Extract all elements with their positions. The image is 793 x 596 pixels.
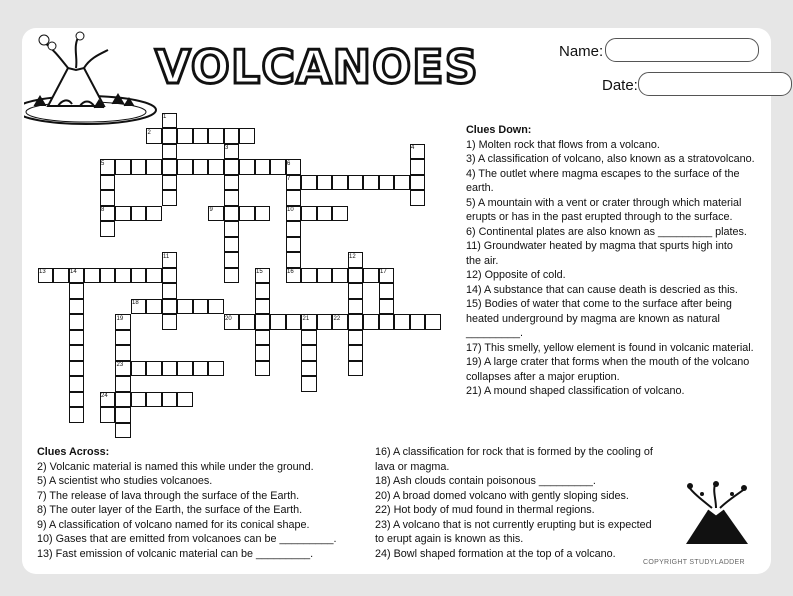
grid-cell[interactable] (115, 268, 131, 284)
grid-cell[interactable] (301, 345, 317, 361)
grid-cell[interactable] (69, 283, 85, 299)
clue-number: 18 (132, 300, 139, 306)
grid-cell[interactable] (255, 299, 271, 315)
grid-cell[interactable] (131, 361, 147, 377)
clue-number: 14 (70, 269, 77, 275)
clue-line: 14) A substance that can cause death is descried as this. (466, 283, 738, 296)
clue-line: 10) Gases that are emitted from volcanoes can be _________. (37, 533, 337, 545)
clue-line: 24) Bowl shaped formation at the top of a volcano. (375, 547, 616, 560)
grid-cell[interactable] (208, 299, 224, 315)
grid-cell[interactable] (239, 206, 255, 222)
grid-cell[interactable] (239, 128, 255, 144)
clue-number: 11 (163, 253, 170, 260)
clue-number: 17 (380, 269, 387, 275)
grid-cell[interactable] (131, 206, 147, 222)
grid-cell[interactable] (224, 206, 240, 222)
grid-cell[interactable] (162, 392, 178, 408)
grid-cell[interactable] (425, 314, 441, 330)
clues-across-left (37, 445, 337, 561)
grid-cell[interactable] (224, 175, 240, 191)
grid-cell[interactable] (317, 314, 333, 330)
clue-line: erupts or has in the past erupted through to the surface. (466, 211, 733, 223)
clues-down-heading: Clues Down: (466, 124, 532, 136)
clue-number: 6 (287, 160, 291, 167)
clue-line: 2) Volcanic material is named this while under the ground. (37, 460, 314, 473)
grid-cell[interactable] (177, 361, 193, 377)
grid-cell[interactable] (69, 345, 85, 361)
clue-number: 21 (302, 315, 310, 322)
clue-line: 15) Bodies of water that come to the surface after being (466, 298, 732, 310)
clue-line: 20) A broad domed volcano with gently sloping sides. (375, 489, 629, 502)
grid-cell[interactable] (177, 128, 193, 144)
clue-number: 20 (225, 315, 232, 322)
clue-line: lava or magma. (375, 460, 450, 473)
grid-cell[interactable] (146, 392, 162, 408)
grid-cell[interactable] (146, 206, 162, 222)
grid-cell[interactable] (394, 314, 410, 330)
grid-cell[interactable] (332, 268, 348, 284)
grid-cell[interactable] (146, 299, 162, 315)
grid-cell[interactable] (224, 128, 240, 144)
grid-cell[interactable] (115, 330, 131, 346)
clues-down (466, 123, 755, 399)
grid-cell[interactable] (270, 314, 286, 330)
clue-number: 4 (411, 145, 415, 151)
grid-cell[interactable] (100, 268, 116, 284)
grid-cell[interactable] (208, 128, 224, 144)
grid-cell[interactable] (131, 392, 147, 408)
grid-cell[interactable] (115, 376, 131, 392)
grid-cell[interactable] (255, 345, 271, 361)
grid-cell[interactable] (224, 190, 240, 206)
grid-cell[interactable] (348, 299, 364, 315)
clue-line: collapses after a major eruption. (466, 370, 620, 383)
grid-cell[interactable] (317, 206, 333, 222)
grid-cell[interactable] (301, 330, 317, 346)
name-label: Name: (559, 43, 604, 60)
grid-cell[interactable] (162, 190, 178, 206)
clue-line: _________. (466, 327, 524, 339)
clue-number: 15 (256, 269, 263, 275)
clue-line: 3) A classification of volcano, also known as a stratovolcano. (466, 153, 755, 165)
grid-cell[interactable] (286, 221, 302, 237)
erupting-volcano-icon (682, 480, 752, 550)
clue-line: heated underground by magma are known as natural (466, 312, 720, 325)
grid-cell[interactable] (301, 206, 317, 222)
grid-cell[interactable] (69, 376, 85, 392)
grid-cell[interactable] (131, 268, 147, 284)
clue-number: 22 (333, 315, 341, 322)
grid-cell[interactable] (69, 314, 85, 330)
clue-line: 18) Ash clouds contain poisonous _________. (375, 475, 596, 487)
clue-number: 3 (225, 145, 229, 151)
grid-cell[interactable] (286, 237, 302, 253)
grid-cell[interactable] (208, 159, 224, 175)
clue-number: 23 (116, 362, 124, 368)
grid-cell[interactable] (379, 283, 395, 299)
clue-number: 12 (349, 253, 356, 260)
grid-cell[interactable] (286, 190, 302, 206)
grid-cell[interactable] (410, 159, 426, 175)
grid-cell[interactable] (379, 299, 395, 315)
grid-cell[interactable] (348, 268, 364, 284)
grid-cell[interactable] (162, 159, 178, 175)
grid-cell[interactable] (100, 175, 116, 191)
grid-cell[interactable] (317, 268, 333, 284)
clue-number: 8 (101, 207, 105, 213)
grid-cell[interactable] (162, 299, 178, 315)
grid-cell[interactable] (224, 237, 240, 253)
copyright-text: COPYRIGHT STUDYLADDER (643, 559, 745, 566)
date-label: Date: (602, 77, 638, 94)
grid-cell[interactable] (162, 314, 178, 330)
grid-cell[interactable] (255, 330, 271, 346)
clue-line: 17) This smelly, yellow element is found in volcanic material. (466, 341, 754, 354)
grid-cell[interactable] (162, 268, 178, 284)
clue-line: 12) Opposite of cold. (466, 269, 566, 281)
grid-cell[interactable] (146, 361, 162, 377)
grid-cell[interactable] (332, 175, 348, 191)
grid-cell[interactable] (286, 314, 302, 330)
grid-cell[interactable] (162, 175, 178, 191)
grid-cell[interactable] (193, 299, 209, 315)
clue-line: 19) A large crater that forms when the mouth of the volcano (466, 356, 750, 368)
clue-line: 5) A scientist who studies volcanoes. (37, 475, 213, 487)
grid-cell[interactable] (348, 175, 364, 191)
clue-line: 13) Fast emission of volcanic material can be _________. (37, 547, 314, 560)
grid-cell[interactable] (410, 175, 426, 191)
grid-cell[interactable] (146, 268, 162, 284)
grid-cell[interactable] (115, 345, 131, 361)
grid-cell[interactable] (410, 314, 426, 330)
grid-cell[interactable] (363, 268, 379, 284)
clues-across-heading: Clues Across: (37, 446, 110, 458)
clue-line: 8) The outer layer of the Earth, the surface of the Earth. (37, 504, 303, 516)
grid-cell[interactable] (100, 190, 116, 206)
clue-line: 21) A mound shaped classification of volcano. (466, 385, 685, 397)
clue-number: 10 (287, 207, 294, 213)
clue-number: 9 (209, 207, 213, 213)
grid-cell[interactable] (255, 361, 271, 377)
clue-line: 22) Hot body of mud found in thermal regions. (375, 504, 595, 516)
clue-line: 9) A classification of volcano named for its conical shape. (37, 518, 310, 531)
grid-cell[interactable] (255, 206, 271, 222)
grid-cell[interactable] (69, 407, 85, 423)
grid-cell[interactable] (255, 314, 271, 330)
grid-cell[interactable] (84, 268, 100, 284)
grid-cell[interactable] (53, 268, 69, 284)
grid-cell[interactable] (363, 314, 379, 330)
grid-cell[interactable] (348, 314, 364, 330)
grid-cell[interactable] (115, 159, 131, 175)
clue-number: 1 (163, 114, 167, 120)
clue-line: the air. (466, 254, 499, 267)
grid-cell[interactable] (348, 283, 364, 299)
clue-line: 6) Continental plates are also known as _________ plates. (466, 225, 747, 238)
clue-number: 19 (116, 315, 124, 322)
clue-line: 4) The outlet where magma escapes to the surface of the (466, 167, 740, 180)
grid-cell[interactable] (270, 159, 286, 175)
grid-cell[interactable] (162, 361, 178, 377)
grid-cell[interactable] (224, 159, 240, 175)
grid-cell[interactable] (224, 252, 240, 268)
grid-cell[interactable] (239, 314, 255, 330)
grid-cell[interactable] (69, 361, 85, 377)
grid-cell[interactable] (162, 144, 178, 160)
date-field[interactable] (638, 72, 792, 96)
clue-line: 7) The release of lava through the surface of the Earth. (37, 489, 300, 502)
grid-cell[interactable] (115, 206, 131, 222)
grid-cell[interactable] (177, 299, 193, 315)
clue-number: 7 (287, 176, 291, 182)
clue-line: 1) Molten rock that flows from a volcano. (466, 138, 660, 151)
grid-cell[interactable] (224, 268, 240, 284)
grid-cell[interactable] (193, 361, 209, 377)
clue-line: 11) Groundwater heated by magma that spurts high into (466, 240, 733, 252)
clue-line: 16) A classification for rock that is formed by the cooling of (375, 446, 653, 458)
grid-cell[interactable] (177, 392, 193, 408)
grid-cell[interactable] (332, 206, 348, 222)
grid-cell[interactable] (162, 283, 178, 299)
grid-cell[interactable] (224, 221, 240, 237)
grid-cell[interactable] (255, 159, 271, 175)
grid-cell[interactable] (348, 330, 364, 346)
clue-number: 5 (101, 160, 105, 167)
clue-line: 23) A volcano that is not currently erupting but is expected (375, 518, 652, 531)
page-title: VOLCANOES (155, 40, 479, 94)
grid-cell[interactable] (193, 159, 209, 175)
grid-cell[interactable] (115, 392, 131, 408)
grid-cell[interactable] (69, 392, 85, 408)
grid-cell[interactable] (115, 407, 131, 423)
grid-cell[interactable] (301, 175, 317, 191)
grid-cell[interactable] (363, 175, 379, 191)
clue-number: 13 (39, 269, 46, 275)
grid-cell[interactable] (193, 128, 209, 144)
grid-cell[interactable] (379, 314, 395, 330)
grid-cell[interactable] (177, 159, 193, 175)
grid-cell[interactable] (100, 221, 116, 237)
grid-cell[interactable] (301, 268, 317, 284)
clue-number: 2 (147, 129, 151, 136)
grid-cell[interactable] (239, 159, 255, 175)
clue-number: 24 (101, 393, 108, 399)
grid-cell[interactable] (301, 376, 317, 392)
grid-cell[interactable] (255, 283, 271, 299)
grid-cell[interactable] (69, 330, 85, 346)
clue-line: to erupt again is known as this. (375, 533, 524, 545)
name-field[interactable] (605, 38, 759, 62)
grid-cell[interactable] (348, 345, 364, 361)
grid-cell[interactable] (69, 299, 85, 315)
grid-cell[interactable] (146, 159, 162, 175)
grid-cell[interactable] (348, 361, 364, 377)
clue-line: 5) A mountain with a vent or crater through which material (466, 196, 742, 209)
grid-cell[interactable] (394, 175, 410, 191)
grid-cell[interactable] (379, 175, 395, 191)
grid-cell[interactable] (131, 159, 147, 175)
clue-number: 16 (287, 269, 294, 275)
grid-cell[interactable] (208, 361, 224, 377)
grid-cell[interactable] (162, 128, 178, 144)
grid-cell[interactable] (115, 423, 131, 439)
grid-cell[interactable] (286, 252, 302, 268)
clue-line: earth. (466, 182, 494, 194)
grid-cell[interactable] (410, 190, 426, 206)
clues-across-right (375, 445, 653, 561)
volcano-island-icon (24, 28, 167, 128)
grid-cell[interactable] (301, 361, 317, 377)
grid-cell[interactable] (100, 407, 116, 423)
grid-cell[interactable] (317, 175, 333, 191)
